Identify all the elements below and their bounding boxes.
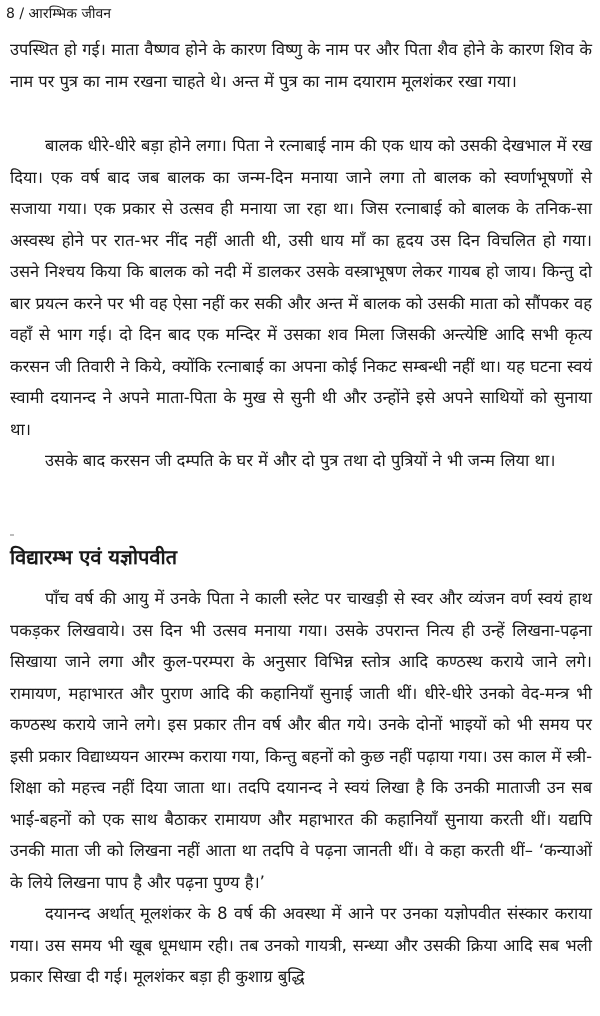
section-heading: विद्यारम्भ एवं यज्ञोपवीत: [10, 545, 178, 569]
running-title: आरम्भिक जीवन: [28, 6, 112, 22]
page-number: 8: [6, 6, 15, 22]
paragraph-nurse-ratnabai: बालक धीरे-धीरे बड़ा होने लगा। पिता ने रत्नाबाई नाम की एक धाय को उसकी देखभाल में रख दिया। एक वर्ष बाद जब बालक का जन्म-दिन मनाया जाने लगा तो बालक को स्वर्णाभूषणों से सजाया गया। एक प्रकार से उत्सव ही मनाया जा रहा था। जिस रत्नाबाई को बालक के तनिक-सा अस्वस्थ होने पर रात-भर नींद नहीं आती थी, उसी धाय माँ का हृदय उस दिन विचलित हो गया। उसने निश्चय किया कि बालक को नदी में डालकर उसके वस्त्राभूषण लेकर गायब हो जाय। किन्तु दो बार प्रयत्न करने पर भी वह ऐसा नहीं कर सकी और अन्त में बालक को उसकी माता को सौंपकर वह वहाँ से भाग गई। दो दिन बाद एक मन्दिर में उसका शव मिला जिसकी अन्त्येष्टि आदि सभी कृत्य करसन जी तिवारी ने किये, क्योंकि रत्नाबाई का अपना कोई निकट सम्बन्धी नहीं था। यह घटना स्वयं स्वामी दयानन्द ने अपने माता-पिता के मुख से सुनी थी और उन्होंने इसे अपने साथियों को सुनाया था।: [10, 136, 592, 439]
paragraph-yajnopavit: दयानन्द अर्थात् मूलशंकर के 8 वर्ष की अवस्था में आने पर उनका यज्ञोपवीत संस्कार कराया गया। उस समय भी खूब धूमधाम रही। तब उनको गायत्री, सन्ध्या और उसकी क्रिया आदि सब भली प्रकार सिखा दी गई। मूलशंकर बड़ा ही कुशाग्र बुद्धि: [10, 904, 592, 986]
paragraph-siblings: उसके बाद करसन जी दम्पति के घर में और दो पुत्र तथा दो पुत्रियों ने भी जन्म लिया था।: [45, 451, 556, 470]
paragraph-naming: उपस्थित हो गई। माता वैष्णव होने के कारण विष्णु के नाम पर और पिता शैव होने के कारण शिव के नाम पर पुत्र का नाम रखना चाहते थे। अन्त में पुत्र का नाम दयाराम मूलशंकर रखा गया।: [10, 40, 592, 91]
section-divider-mark: [10, 534, 14, 536]
paragraph-education: पाँच वर्ष की आयु में उनके पिता ने काली स्लेट पर चाखड़ी से स्वर और व्यंजन वर्ण स्वयं हाथ पकड़कर लिखवाये। उस दिन भी उत्सव मनाया गया। उसके उपरान्त नित्य ही उन्हें लिखना-पढ़ना सिखाया जाने लगा और कुल-परम्परा के अनुसार विभिन्न स्तोत्र आदि कण्ठस्थ कराये जाने लगे। रामायण, महाभारत और पुराण आदि की कहानियाँ सुनाई जाती थीं। धीरे-धीरे उनको वेद-मन्त्र भी कण्ठस्थ कराये जाने लगे। इस प्रकार तीन वर्ष और बीत गये। उनके दोनों भाइयों को भी समय पर इसी प्रकार विद्याध्ययन आरम्भ कराया गया, किन्तु बहनों को कुछ नहीं पढ़ाया गया। उस काल में स्त्री-शिक्षा को महत्त्व नहीं दिया जाता था। तदपि दयानन्द ने स्वयं लिखा है कि उनकी माताजी उन सब भाई-बहनों को एक साथ बैठाकर रामायण और महाभारत की कहानियाँ सुनाया करती थीं। यद्यपि उनकी माता जी को लिखना नहीं आता था तदपि वे पढ़ना जानती थीं। वे कहा करती थीं– ‘कन्याओं के लिये लिखना पाप है और पढ़ना पुण्य है।’: [10, 589, 592, 892]
header-separator: /: [19, 6, 25, 22]
running-header: [6, 4, 111, 24]
